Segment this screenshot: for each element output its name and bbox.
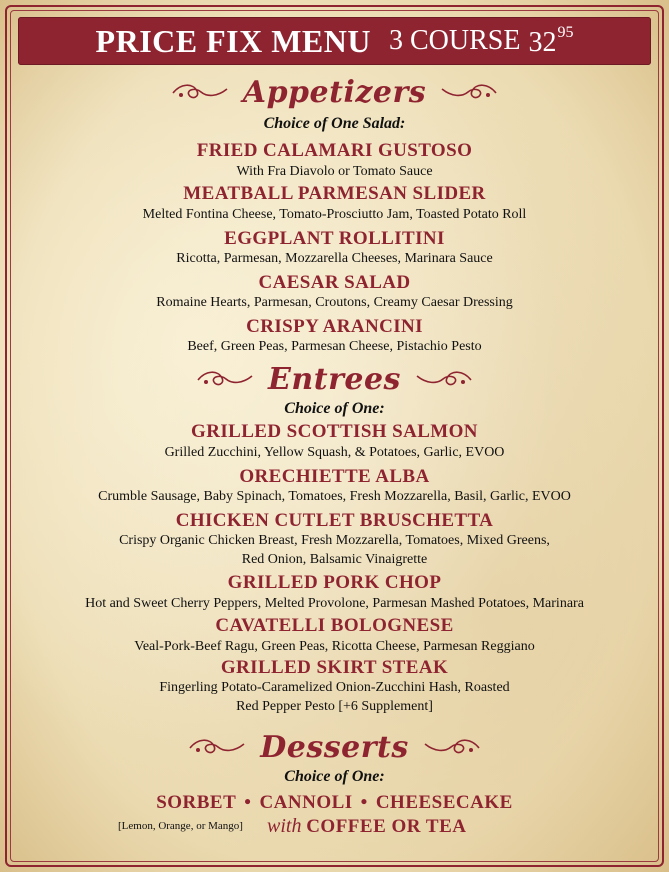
title-banner: [18, 17, 651, 65]
with-word: with: [267, 815, 302, 837]
menu-title: PRICE FIX MENU: [95, 22, 371, 59]
scroll-flourish-icon: [188, 736, 246, 758]
dish-description: With Fra Diavolo or Tomato Sauce: [236, 164, 433, 179]
dish-description: Romaine Hearts, Parmesan, Croutons, Creamy Caesar Dressing: [156, 295, 513, 310]
bullet-separator: •: [244, 792, 252, 813]
dish-name: GRILLED SCOTTISH SALMON: [191, 421, 478, 442]
price-dollars: 32: [528, 26, 557, 58]
dish-name: GRILLED SKIRT STEAK: [220, 657, 449, 678]
course-count: 3 COURSE: [388, 25, 521, 56]
dish-description: Fingerling Potato-Caramelized Onion-Zucchini Hash, Roasted: [159, 680, 510, 695]
dessert-item: CANNOLI: [259, 792, 353, 813]
scroll-flourish-icon: [171, 81, 229, 103]
desserts-choice: Choice of One:: [284, 768, 385, 785]
dessert-accompaniment-row: [0, 815, 669, 839]
dish-description: Hot and Sweet Cherry Peppers, Melted Provolone, Parmesan Mashed Potatoes, Marinara: [85, 596, 584, 611]
dish-description: Red Onion, Balsamic Vinaigrette: [241, 552, 428, 567]
dish-description: Grilled Zucchini, Yellow Squash, & Potatoes, Garlic, EVOO: [164, 445, 505, 460]
appetizers-title: Appetizers: [242, 74, 427, 110]
beverage-item: COFFEE OR TEA: [306, 816, 467, 837]
dish-name: CAVATELLI BOLOGNESE: [215, 615, 454, 636]
scroll-flourish-icon: [440, 81, 498, 103]
dish-name: ORECHIETTE ALBA: [239, 466, 430, 487]
bullet-separator: •: [360, 792, 368, 813]
dish-description: Melted Fontina Cheese, Tomato-Prosciutto Jam, Toasted Potato Roll: [142, 207, 527, 222]
dish-description: Crumble Sausage, Baby Spinach, Tomatoes, Fresh Mozzarella, Basil, Garlic, EVOO: [98, 489, 571, 504]
dish-description: Red Pepper Pesto [+6 Supplement]: [236, 699, 433, 714]
beverage-line: [267, 815, 466, 838]
appetizers-heading: [0, 73, 669, 111]
appetizers-choice: Choice of One Salad:: [263, 115, 406, 132]
desserts-heading: [0, 728, 669, 766]
scroll-flourish-icon: [196, 368, 254, 390]
dish-name: CRISPY ARANCINI: [246, 316, 423, 337]
desserts-title: Desserts: [260, 729, 409, 765]
dish-name: GRILLED PORK CHOP: [227, 572, 442, 593]
dish-name: EGGPLANT ROLLITINI: [224, 228, 445, 249]
scroll-flourish-icon: [423, 736, 481, 758]
menu-price: [528, 24, 573, 59]
entrees-choice: Choice of One:: [284, 400, 385, 417]
dish-name: FRIED CALAMARI GUSTOSO: [196, 140, 473, 161]
dessert-item: SORBET: [156, 792, 237, 813]
dish-description: Beef, Green Peas, Parmesan Cheese, Pistachio Pesto: [187, 339, 482, 354]
scroll-flourish-icon: [415, 368, 473, 390]
dish-description: Ricotta, Parmesan, Mozzarella Cheeses, Marinara Sauce: [176, 251, 493, 266]
sorbet-flavors-note: [Lemon, Orange, or Mango]: [118, 820, 243, 832]
entrees-title: Entrees: [268, 361, 401, 397]
dish-name: CHICKEN CUTLET BRUSCHETTA: [175, 510, 494, 531]
dish-description: Crispy Organic Chicken Breast, Fresh Mozzarella, Tomatoes, Mixed Greens,: [119, 533, 550, 548]
entrees-heading: [0, 360, 669, 398]
dish-description: Veal-Pork-Beef Ragu, Green Peas, Ricotta Cheese, Parmesan Reggiano: [134, 639, 535, 654]
dish-name: CAESAR SALAD: [258, 272, 411, 293]
dessert-item: CHEESECAKE: [375, 792, 513, 813]
dish-name: MEATBALL PARMESAN SLIDER: [183, 183, 486, 204]
price-cents: 95: [557, 23, 574, 41]
dessert-list: [0, 792, 669, 814]
